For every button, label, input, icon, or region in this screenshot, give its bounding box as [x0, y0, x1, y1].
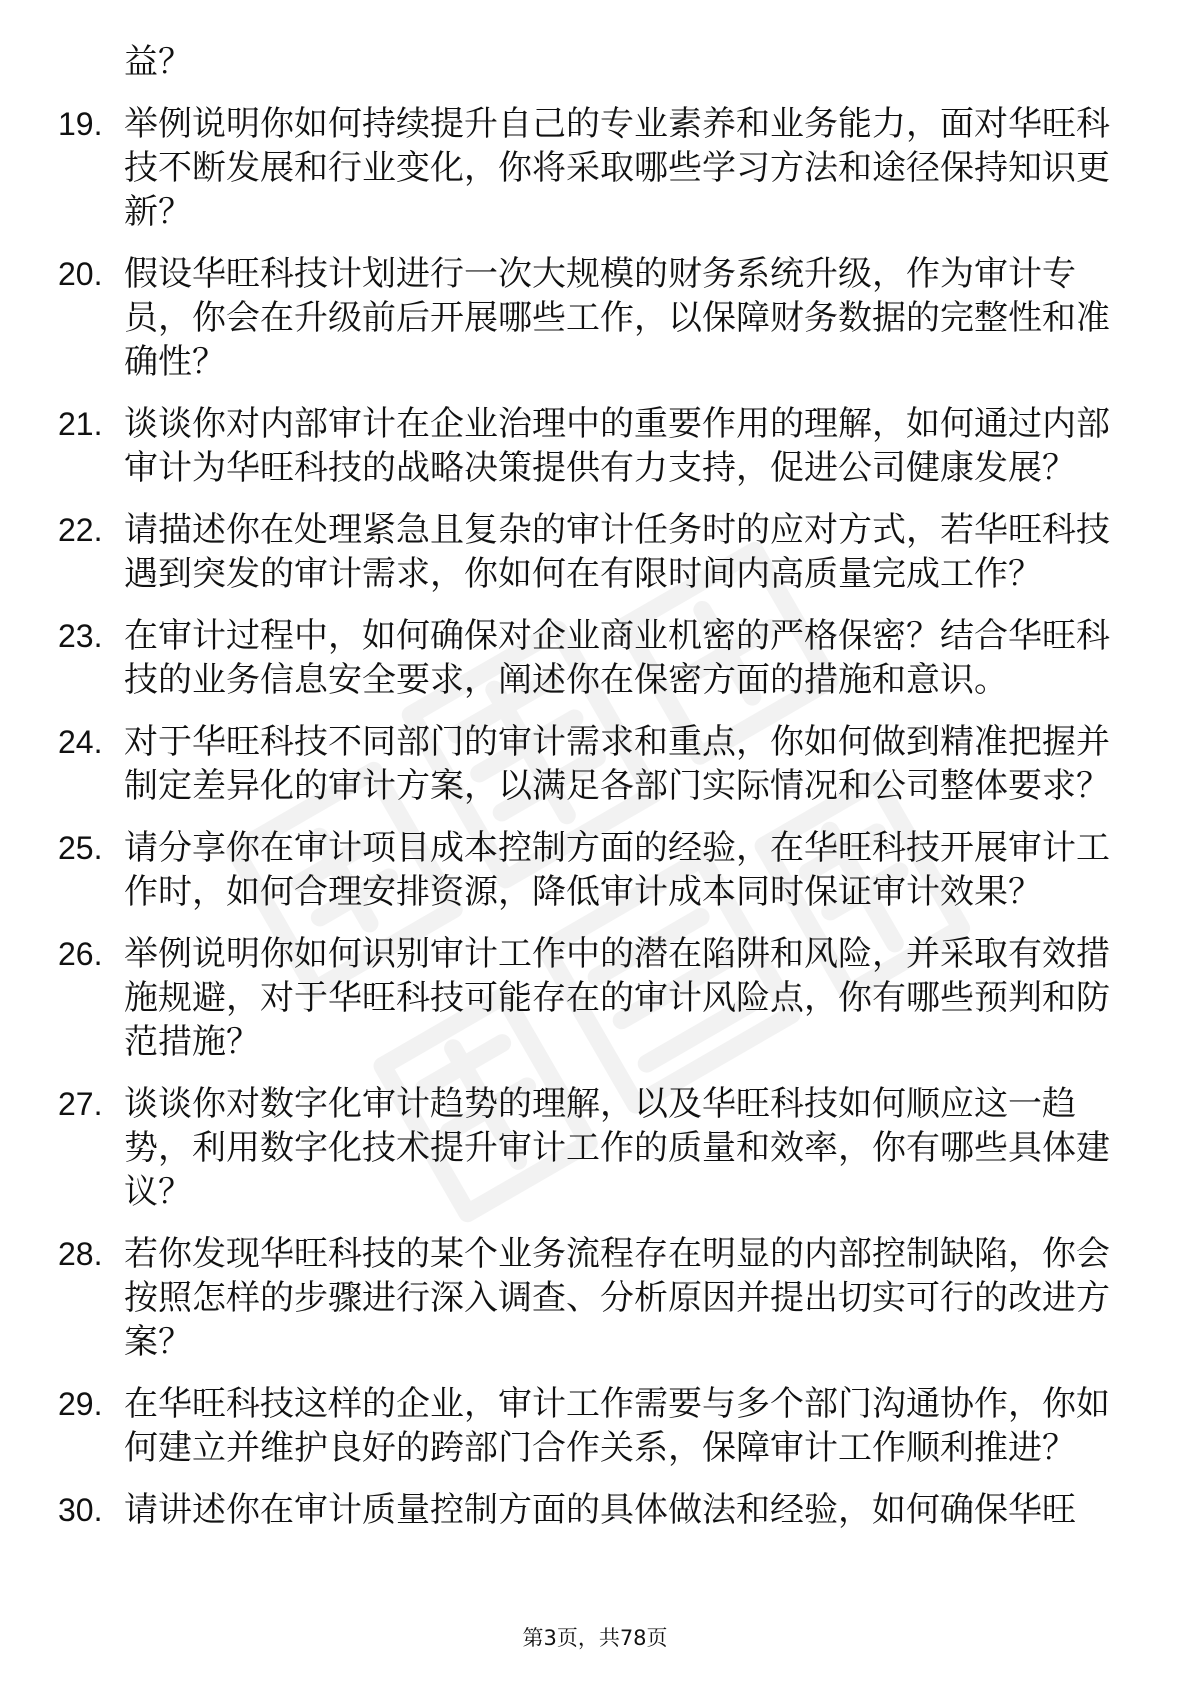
question-text: 谈谈你对数字化审计趋势的理解，以及华旺科技如何顺应这一趋势，利用数字化技术提升审计工作的质量和效率，你有哪些具体建议？ [124, 1084, 1110, 1212]
question-text: 举例说明你如何持续提升自己的专业素养和业务能力，面对华旺科技不断发展和行业变化，你将采取哪些学习方法和途径保持知识更新？ [124, 104, 1110, 232]
question-item-21 [58, 402, 1118, 490]
question-number: 22. [58, 512, 103, 548]
question-list [58, 102, 1118, 1532]
question-number: 27. [58, 1086, 103, 1122]
question-item-29 [58, 1382, 1118, 1470]
question-item-25 [58, 826, 1118, 914]
question-text: 假设华旺科技计划进行一次大规模的财务系统升级，作为审计专员，你会在升级前后开展哪些工作，以保障财务数据的完整性和准确性？ [124, 254, 1110, 382]
continued-text: 益？ [124, 42, 192, 82]
question-number: 30. [58, 1492, 103, 1528]
question-text: 请分享你在审计项目成本控制方面的经验，在华旺科技开展审计工作时，如何合理安排资源，降低审计成本同时保证审计效果？ [124, 828, 1110, 912]
question-text: 请讲述你在审计质量控制方面的具体做法和经验，如何确保华旺 [124, 1490, 1076, 1530]
question-item-28 [58, 1232, 1118, 1364]
question-text: 若你发现华旺科技的某个业务流程存在明显的内部控制缺陷，你会按照怎样的步骤进行深入调查、分析原因并提出切实可行的改进方案？ [124, 1234, 1110, 1362]
question-item-24 [58, 720, 1118, 808]
question-text: 对于华旺科技不同部门的审计需求和重点，你如何做到精准把握并制定差异化的审计方案，以满足各部门实际情况和公司整体要求？ [124, 722, 1110, 806]
question-text: 在华旺科技这样的企业，审计工作需要与多个部门沟通协作，你如何建立并维护良好的跨部门合作关系，保障审计工作顺利推进？ [124, 1384, 1110, 1468]
question-text: 举例说明你如何识别审计工作中的潜在陷阱和风险，并采取有效措施规避，对于华旺科技可能存在的审计风险点，你有哪些预判和防范措施？ [124, 934, 1110, 1062]
question-number: 19. [58, 106, 103, 142]
question-item-22 [58, 508, 1118, 596]
question-item-23 [58, 614, 1118, 702]
question-item-26 [58, 932, 1118, 1064]
question-number: 24. [58, 724, 103, 760]
question-text: 在审计过程中，如何确保对企业商业机密的严格保密？结合华旺科技的业务信息安全要求，阐述你在保密方面的措施和意识。 [124, 616, 1110, 700]
question-number: 28. [58, 1236, 103, 1272]
question-content [58, 40, 1118, 1550]
question-number: 20. [58, 256, 103, 292]
question-number: 29. [58, 1386, 103, 1422]
page-number-footer: 第3页，共78页 [522, 1626, 668, 1650]
question-text: 请描述你在处理紧急且复杂的审计任务时的应对方式，若华旺科技遇到突发的审计需求，你如何在有限时间内高质量完成工作？ [124, 510, 1110, 594]
question-text: 谈谈你对内部审计在企业治理中的重要作用的理解，如何通过内部审计为华旺科技的战略决策提供有力支持，促进公司健康发展？ [124, 404, 1110, 488]
question-item-27 [58, 1082, 1118, 1214]
question-item-20 [58, 252, 1118, 384]
question-number: 21. [58, 406, 103, 442]
question-number: 23. [58, 618, 103, 654]
question-item-19 [58, 102, 1118, 234]
question-number: 25. [58, 830, 103, 866]
question-item-30 [58, 1488, 1118, 1532]
question-number: 26. [58, 936, 103, 972]
